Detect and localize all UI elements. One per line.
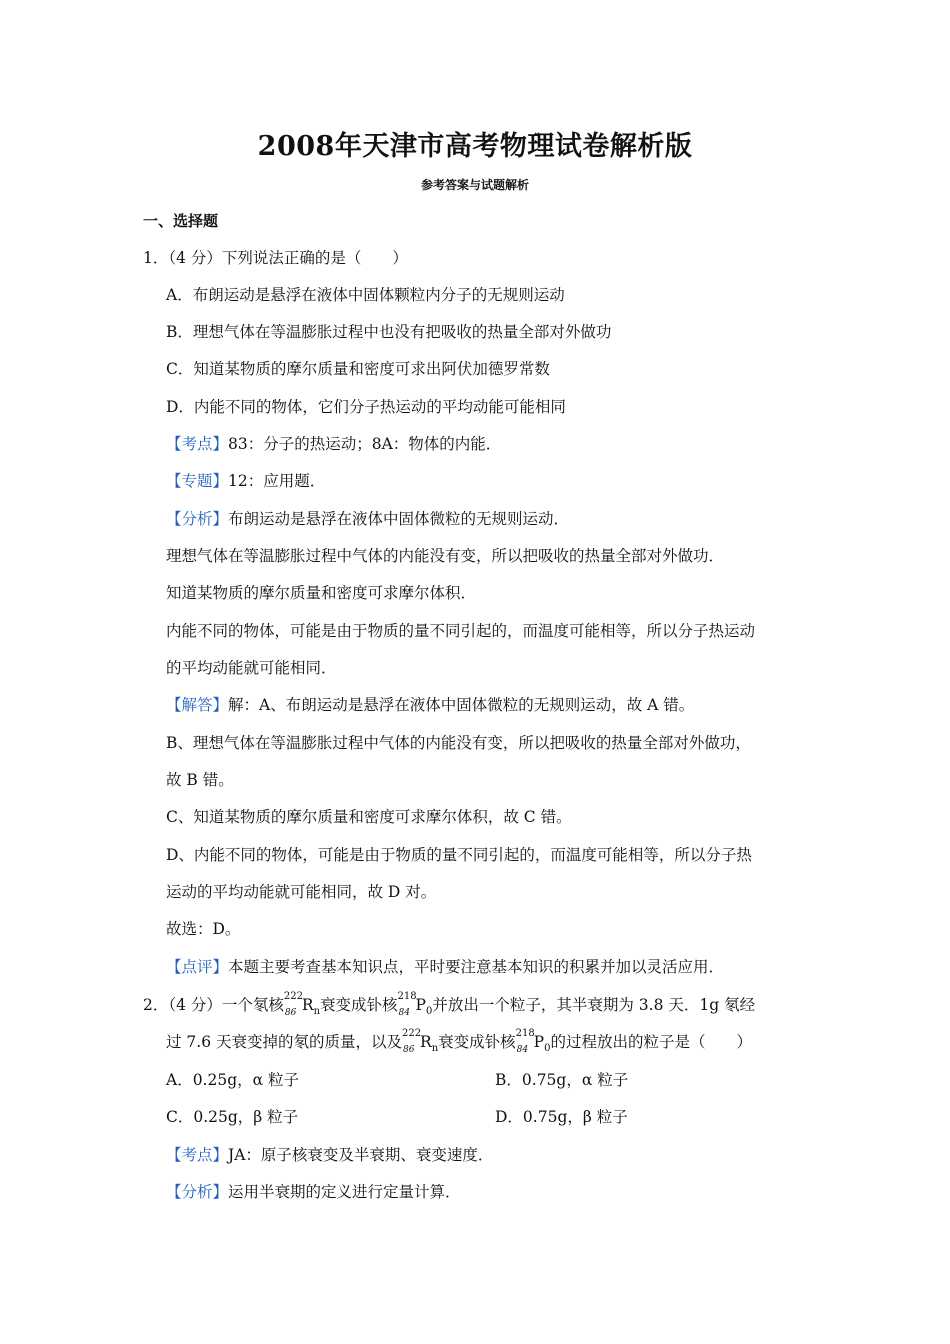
polonium-symbol: P	[415, 996, 426, 1014]
fenxi-text: 运用半衰期的定义进行定量计算．	[228, 1183, 461, 1201]
q1-zhuanti	[166, 470, 325, 492]
q1-fenxi-line: 理想气体在等温膨胀过程中气体的内能没有变，所以把吸收的热量全部对外做功．	[166, 547, 725, 565]
section-heading: 一、选择题	[143, 212, 219, 230]
q1-jieda-line: 故选：D。	[166, 920, 241, 938]
page-subtitle: 参考答案与试题解析	[420, 178, 529, 192]
page-title: 2008年天津市高考物理试卷解析版	[257, 131, 693, 162]
q1-option-d: D．内能不同的物体，它们分子热运动的平均动能可能相同	[166, 398, 566, 416]
polonium-mass: 218	[397, 991, 417, 1002]
radon-sub: n	[431, 1043, 439, 1054]
q2-stem-part: 的过程放出的粒子是（ ）	[550, 1033, 752, 1051]
q1-option-c: C．知道某物质的摩尔质量和密度可求出阿伏加德罗常数	[166, 360, 550, 378]
q1-option-a: A．布朗运动是悬浮在液体中固体颗粒内分子的无规则运动	[166, 286, 565, 304]
radon-symbol: R	[420, 1033, 432, 1051]
kaodian-tag: 【考点】	[166, 435, 229, 453]
polonium-mass: 218	[515, 1028, 535, 1039]
fenxi-tag: 【分析】	[166, 510, 229, 528]
q2-stem-part: 衰变成钋核	[320, 996, 398, 1014]
q1-jieda-line: C、知道某物质的摩尔质量和密度可求摩尔体积，故 C 错。	[166, 808, 572, 826]
jieda-tag: 【解答】	[166, 696, 229, 714]
polonium-z: 84	[398, 1008, 410, 1018]
q2-stem-part: 并放出一个粒子，其半衰期为 3.8 天．1g 氡经	[432, 996, 756, 1014]
q1-fenxi-line: 内能不同的物体，可能是由于物质的量不同引起的，而温度可能相等，所以分子热运动	[166, 622, 756, 640]
q2-stem-part: 过 7.6 天衰变掉的氡的质量，以及	[166, 1033, 403, 1051]
polonium-nucleus	[515, 1028, 551, 1056]
zhuanti-text: 12：应用题．	[228, 472, 326, 490]
radon-symbol: R	[301, 996, 314, 1014]
radon-z: 86	[284, 1008, 297, 1018]
q1-fenxi-line: 知道某物质的摩尔质量和密度可求摩尔体积．	[166, 584, 477, 602]
radon-z: 86	[403, 1045, 415, 1055]
q1-fenxi-line: 的平均动能就可能相同．	[166, 659, 337, 677]
kaodian-text: 83：分子的热运动；8A：物体的内能．	[228, 435, 502, 453]
q1-jieda-line: D、内能不同的物体，可能是由于物质的量不同引起的，而温度可能相等，所以分子热	[166, 846, 752, 864]
jieda-line: 解：A、布朗运动是悬浮在液体中固体微粒的无规则运动，故 A 错。	[228, 696, 695, 714]
fenxi-line: 布朗运动是悬浮在液体中固体微粒的无规则运动．	[228, 510, 570, 528]
q1-jieda-line: B、理想气体在等温膨胀过程中气体的内能没有变，所以把吸收的热量全部对外做功，	[166, 734, 751, 752]
zhuanti-tag: 【专题】	[166, 472, 229, 490]
q2-stem-part: 衰变成钋核	[438, 1033, 516, 1051]
radon-sub: n	[313, 1006, 321, 1017]
polonium-z: 84	[516, 1045, 529, 1055]
q2-option-b: B．0.75g，α 粒子	[495, 1071, 629, 1089]
dianping-text: 本题主要考查基本知识点，平时要注意基本知识的积累并加以灵活应用．	[228, 958, 725, 976]
q1-jieda	[166, 694, 694, 716]
kaodian-tag: 【考点】	[166, 1146, 229, 1164]
q1-jieda-line: 故 B 错。	[166, 771, 234, 789]
q2-kaodian	[166, 1144, 493, 1166]
polonium-nucleus	[397, 991, 433, 1019]
q2-stem	[143, 991, 756, 1019]
polonium-sub: 0	[544, 1043, 551, 1054]
q1-kaodian	[166, 433, 501, 455]
kaodian-text: JA：原子核衰变及半衰期、衰变速度．	[228, 1146, 494, 1164]
fenxi-tag: 【分析】	[166, 1183, 229, 1201]
polonium-symbol: P	[533, 1033, 545, 1051]
radon-nucleus	[402, 1028, 439, 1056]
q1-fenxi	[166, 508, 569, 530]
dianping-tag: 【点评】	[166, 958, 229, 976]
q1-jieda-line: 运动的平均动能就可能相同，故 D 对。	[166, 883, 437, 901]
q1-stem: 1．（4 分）下列说法正确的是（ ）	[143, 249, 408, 267]
radon-mass: 222	[402, 1028, 422, 1039]
q2-option-a: A．0.25g，α 粒子	[166, 1071, 300, 1089]
q1-option-b: B．理想气体在等温膨胀过程中也没有把吸收的热量全部对外做功	[166, 323, 612, 341]
radon-nucleus	[283, 991, 321, 1019]
polonium-sub: 0	[425, 1006, 433, 1017]
q2-option-d: D．0.75g，β 粒子	[495, 1108, 628, 1126]
q2-option-c: C．0.25g，β 粒子	[166, 1108, 299, 1126]
q2-fenxi	[166, 1181, 461, 1203]
q2-stem-part: 2．（4 分）一个氡核	[143, 996, 284, 1014]
q2-stem-line2	[166, 1028, 752, 1056]
q1-dianping	[166, 956, 724, 978]
radon-mass: 222	[283, 991, 303, 1002]
